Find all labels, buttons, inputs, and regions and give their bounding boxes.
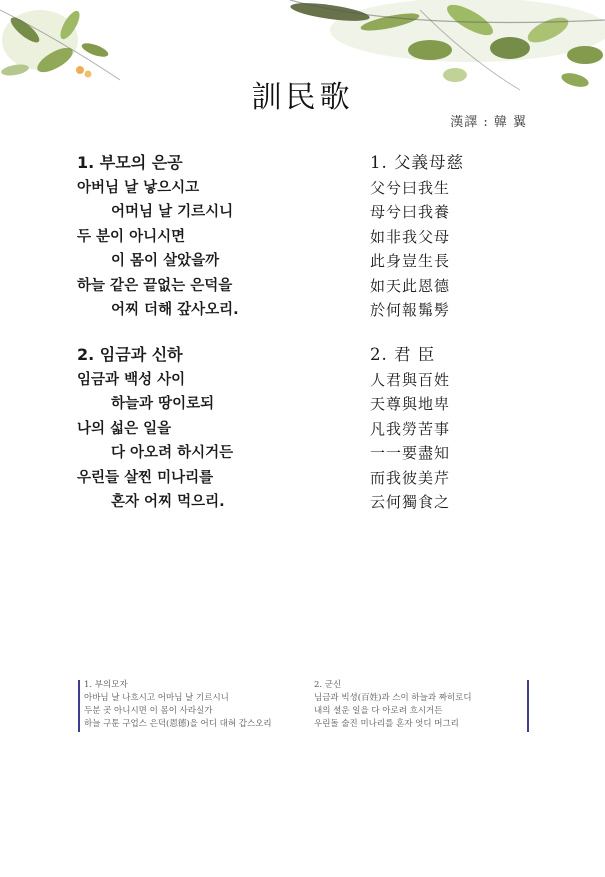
footnote-line: 아바님 날 나흐시고 어마님 날 기르시니 <box>84 693 229 703</box>
section-2-korean <box>77 343 233 515</box>
verse-line: 이 몸이 살았을까 <box>111 253 220 269</box>
verse-line: 아버님 날 낳으시고 <box>77 179 200 196</box>
footnote-line: 님금과 빅셩(百姓)과 스이 하늘과 짜히로디 <box>314 693 472 703</box>
verse-line: 우린들 살찐 미나리를 <box>77 469 214 486</box>
section-heading: 1. 父義母慈 <box>370 153 464 172</box>
translator-credit: 漢譯 : 韓 翼 <box>450 115 527 130</box>
verse-line: 天尊與地卑 <box>370 395 451 413</box>
verse-line: 다 아오려 하시거든 <box>111 445 234 461</box>
verse-line: 如天此恩德 <box>370 276 451 295</box>
verse-line: 하늘과 땅이로되 <box>111 396 215 412</box>
verse-line: 如非我父母 <box>370 227 451 246</box>
footnote-left-bar <box>78 680 80 732</box>
section-1-korean <box>77 151 239 323</box>
verse-line: 어찌 더해 갚사오리. <box>111 302 239 318</box>
page-title: 訓民歌 <box>251 80 354 115</box>
verse-line: 어머님 날 기르시니 <box>111 204 234 220</box>
verse-line: 나의 섧은 일을 <box>77 420 172 437</box>
verse-line: 母兮曰我養 <box>370 203 451 221</box>
verse-line: 人君與百姓 <box>370 370 451 389</box>
verse-line: 於何報髴髣 <box>370 301 451 319</box>
verse-line: 하늘 같은 끝없는 은덕을 <box>77 277 233 294</box>
verse-line: 父兮曰我生 <box>370 178 451 197</box>
footnote-line: 두분 곳 아니시면 이 몸이 사라실가 <box>84 706 213 716</box>
footnote-line: 내의 셜운 일을 다 아로려 흐시거든 <box>314 706 443 716</box>
section-heading: 1. 부모의 은공 <box>77 153 183 172</box>
verse-line: 임금과 백성 사이 <box>77 371 186 388</box>
section-heading: 2. 君 臣 <box>370 345 436 364</box>
footnote-right <box>314 679 472 731</box>
footnote-line: 하늘 구툰 구업스 은덕(恩德)을 어디 대혀 갑스오리 <box>84 719 272 729</box>
section-heading: 2. 임금과 신하 <box>77 345 183 364</box>
verse-line: 而我彼美芹 <box>370 468 451 487</box>
footnote-left <box>84 679 272 731</box>
verse-line: 凡我勞苦事 <box>370 419 451 438</box>
footnote-right-bar <box>527 680 529 732</box>
verse-line: 두 분이 아니시면 <box>77 228 186 245</box>
footnote-line: 우린돌 술진 미나리를 혼자 엇디 머그리 <box>314 719 459 729</box>
section-1-chinese <box>370 151 464 323</box>
footnote-line: 1. 부의모자 <box>84 680 128 690</box>
footnote-line: 2. 군신 <box>314 680 342 690</box>
verse-line: 一一要盡知 <box>370 444 451 462</box>
verse-line: 云何獨食之 <box>370 493 451 511</box>
verse-line: 혼자 어찌 먹으리. <box>111 494 225 510</box>
section-2-chinese <box>370 343 450 515</box>
verse-line: 此身豈生長 <box>370 252 451 270</box>
